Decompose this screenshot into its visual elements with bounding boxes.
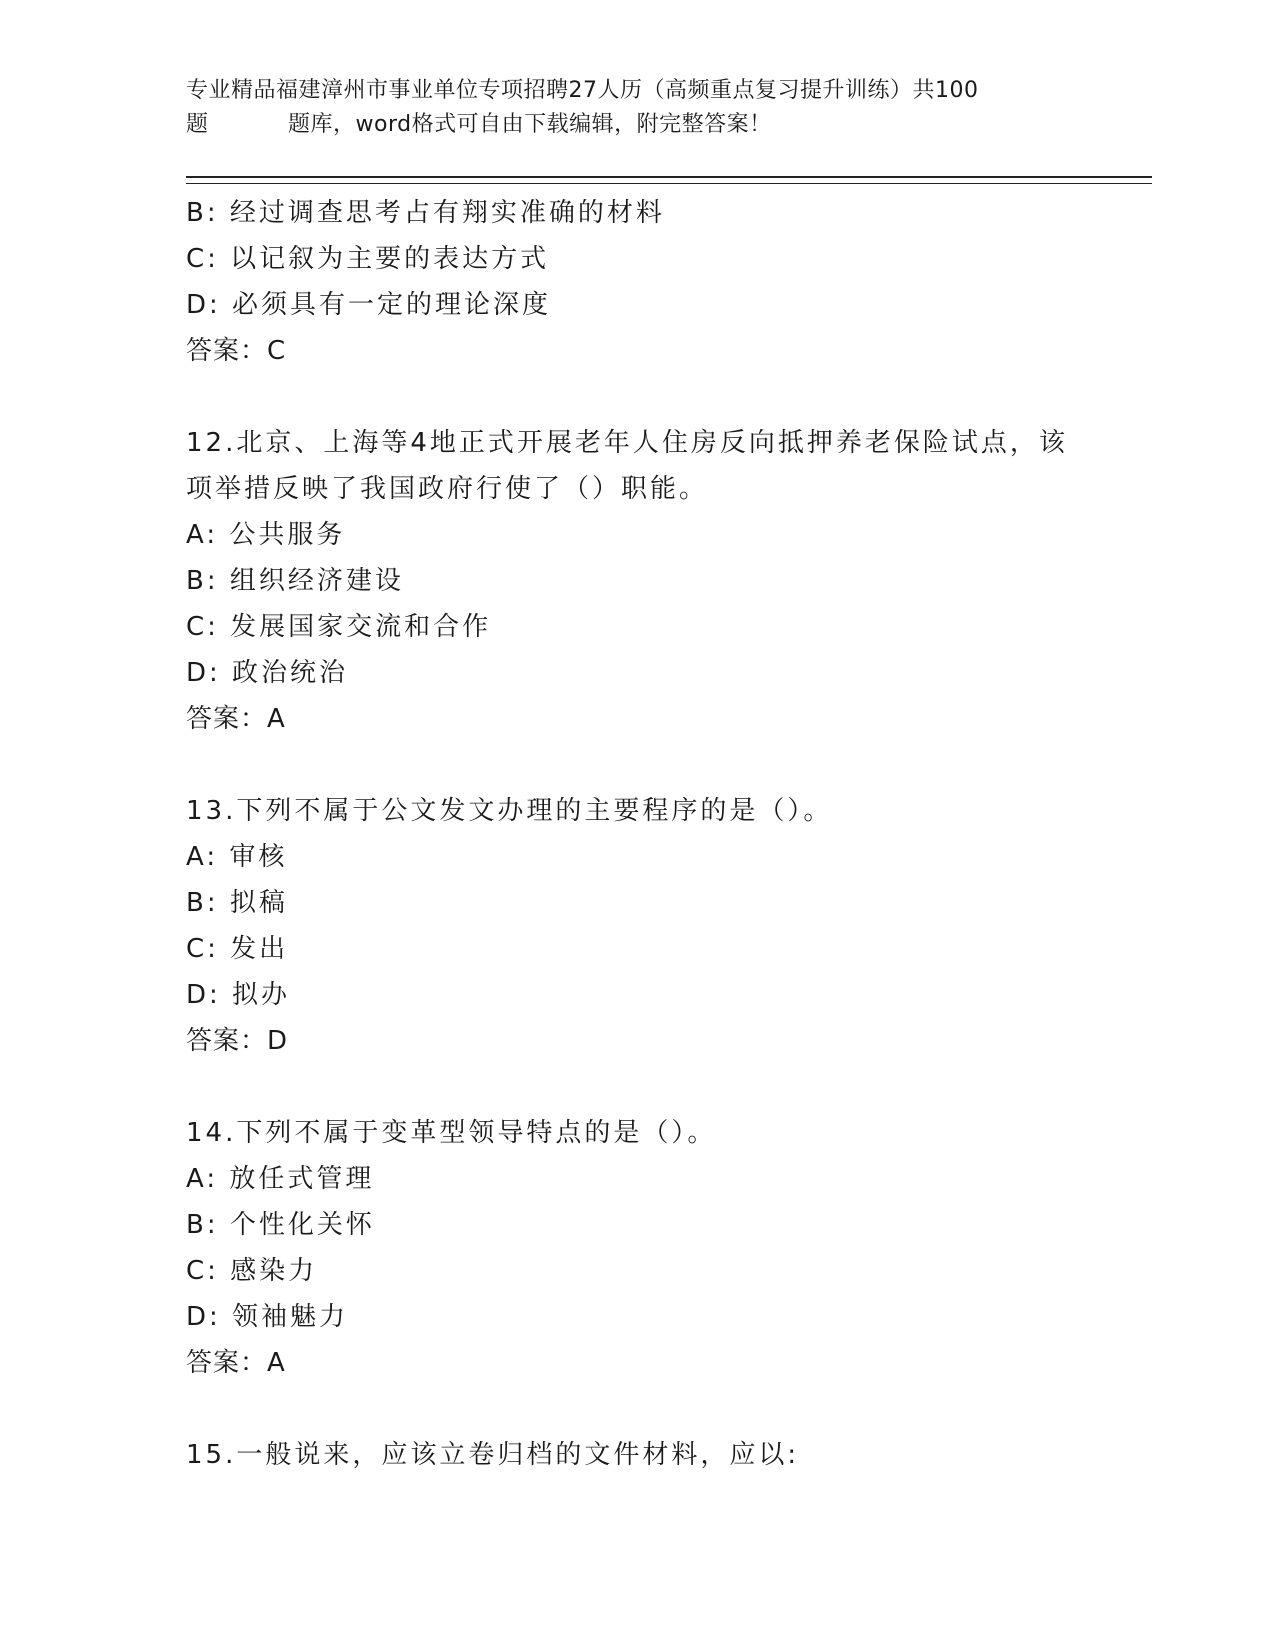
option-d: D: 拟办 [186, 980, 291, 1010]
option-d: D: 领袖魅力 [186, 1302, 349, 1332]
question-gap [186, 374, 1126, 420]
option-b: B: 组织经济建设 [186, 566, 404, 596]
answer-line: 答案：D [186, 1026, 289, 1056]
document-header [186, 74, 1086, 142]
question-title-line: 12.北京、上海等4地正式开展老年人住房反向抵押养老保险试点，该 [186, 428, 1068, 458]
header-line-2 [186, 108, 1086, 142]
question-title-line: 13.下列不属于公文发文办理的主要程序的是（）。 [186, 796, 833, 826]
header-divider-thick [186, 176, 1152, 178]
option-a: A: 审核 [186, 842, 288, 872]
header-divider-thin [186, 183, 1152, 184]
option-d: D: 必须具有一定的理论深度 [186, 290, 552, 320]
question-gap [186, 742, 1126, 788]
option-c: C: 发展国家交流和合作 [186, 612, 492, 642]
option-c: C: 发出 [186, 934, 289, 964]
question-list [186, 190, 1126, 1478]
header-line-2-text: 题库，word格式可自由下载编辑，附完整答案！ [288, 112, 772, 137]
question-title-line: 15.一般说来，应该立卷归档的文件材料，应以: [186, 1440, 800, 1470]
question-gap [186, 1386, 1126, 1432]
question-title-line: 14.下列不属于变革型领导特点的是（）。 [186, 1118, 717, 1148]
answer-line: 答案：C [186, 336, 287, 366]
question-13 [186, 788, 1126, 1064]
header-line-2-prefix: 题 [186, 112, 209, 137]
option-a: A: 放任式管理 [186, 1164, 375, 1194]
option-b: B: 拟稿 [186, 888, 288, 918]
question-title-line: 项举措反映了我国政府行使了（）职能。 [186, 474, 709, 504]
option-c: C: 以记叙为主要的表达方式 [186, 244, 550, 274]
question-12 [186, 420, 1126, 742]
question-gap [186, 1064, 1126, 1110]
answer-line: 答案：A [186, 1348, 286, 1378]
question-11-continued [186, 190, 1126, 374]
option-c: C: 感染力 [186, 1256, 318, 1286]
question-15 [186, 1432, 1126, 1478]
answer-line: 答案：A [186, 704, 286, 734]
option-d: D: 政治统治 [186, 658, 349, 688]
question-14 [186, 1110, 1126, 1386]
option-b: B: 个性化关怀 [186, 1210, 375, 1240]
header-line-1: 专业精品福建漳州市事业单位专项招聘27人历（高频重点复习提升训练）共100 [186, 78, 979, 103]
option-b: B: 经过调查思考占有翔实准确的材料 [186, 198, 665, 228]
option-a: A: 公共服务 [186, 520, 346, 550]
